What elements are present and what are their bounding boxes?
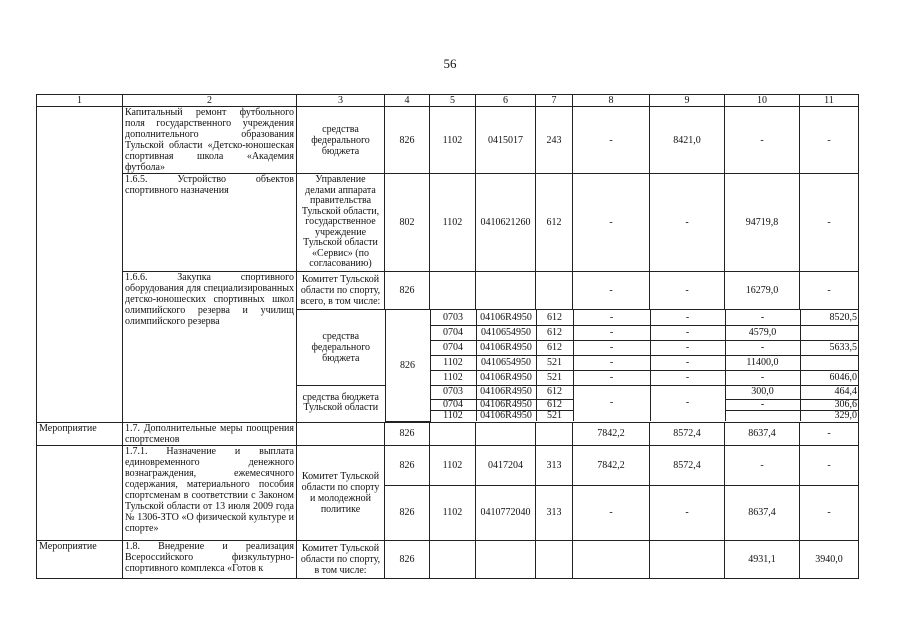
amount-y2: - <box>650 325 725 340</box>
expense-type <box>536 272 573 310</box>
amount-y4: - <box>800 272 859 310</box>
amount-y2: 8572,4 <box>650 422 725 445</box>
activity-type: Мероприятие <box>37 422 123 445</box>
activity-name: 1.7. Дополнительные меры поощрения спортсменов <box>123 422 297 445</box>
amount-y2: - <box>650 485 725 540</box>
table-row <box>297 310 859 325</box>
amount-y2: - <box>650 272 725 310</box>
executor: средства бюджета Тульской области <box>297 385 385 421</box>
header-row <box>37 95 859 107</box>
amount-y3: 94719,8 <box>725 174 800 272</box>
section-code: 1102 <box>430 355 476 370</box>
amount-y4: 8520,5 <box>800 310 859 325</box>
executor: Управление делами аппарата правительства Тульской области, государственное учреждение Тульской области «Сервис» (по согласованию) <box>297 174 385 272</box>
col-header: 3 <box>297 95 385 107</box>
target-code: 0417204 <box>476 445 536 485</box>
amount-y2: 8421,0 <box>650 107 725 174</box>
amount-y3: - <box>725 340 800 355</box>
amount-y4: 464,4 <box>800 385 859 399</box>
amount-y4: 5633,5 <box>800 340 859 355</box>
target-code: 0410654950 <box>476 325 536 340</box>
section-code: 1102 <box>430 107 476 174</box>
amount-y4: - <box>800 174 859 272</box>
section-code: 1102 <box>430 370 476 385</box>
section-code: 0703 <box>430 385 476 399</box>
target-code: 04106R4950 <box>476 399 536 410</box>
amount-y2: 8572,4 <box>650 445 725 485</box>
target-code: 04106R4950 <box>476 410 536 421</box>
table-row <box>37 174 859 272</box>
expense-type: 612 <box>536 385 573 399</box>
amount-y3: - <box>725 445 800 485</box>
amount-y3: 8637,4 <box>725 422 800 445</box>
expense-type: 612 <box>536 174 573 272</box>
funding-breakdown <box>297 310 859 423</box>
col-header: 9 <box>650 95 725 107</box>
amount-y3: - <box>725 399 800 410</box>
amount-y3: 300,0 <box>725 385 800 399</box>
activity-name: 1.8. Внедрение и реализация Всероссийского физкультурно-спортивного комплекса «Готов к <box>123 540 297 578</box>
col-header: 5 <box>430 95 476 107</box>
section-code: 1102 <box>430 445 476 485</box>
section-code <box>430 540 476 578</box>
amount-y2: - <box>650 340 725 355</box>
grbs-code: 826 <box>385 422 430 445</box>
amount-y1: - <box>573 107 650 174</box>
executor: средства федерального бюджета <box>297 310 385 385</box>
grbs-code: 826 <box>385 272 430 310</box>
amount-y1: - <box>573 310 650 325</box>
expense-type: 521 <box>536 370 573 385</box>
table-row <box>37 540 859 578</box>
activity-name: 1.6.5. Устройство объектов спортивного назначения <box>123 174 297 272</box>
target-code: 04106R4950 <box>476 340 536 355</box>
expense-type: 612 <box>536 310 573 325</box>
amount-y4: 6046,0 <box>800 370 859 385</box>
grbs-code: 802 <box>385 174 430 272</box>
section-code <box>430 422 476 445</box>
amount-y1: - <box>573 325 650 340</box>
executor: средства федерального бюджета <box>297 107 385 174</box>
amount-y1: 7842,2 <box>573 422 650 445</box>
expense-type: 313 <box>536 445 573 485</box>
amount-y1 <box>573 540 650 578</box>
amount-y4: 3940,0 <box>800 540 859 578</box>
amount-y4 <box>800 355 859 370</box>
target-code <box>476 422 536 445</box>
table-row <box>37 107 859 174</box>
target-code: 04106R4950 <box>476 370 536 385</box>
expense-type: 521 <box>536 410 573 421</box>
target-code <box>476 272 536 310</box>
target-code: 0410654950 <box>476 355 536 370</box>
executor <box>297 422 385 445</box>
col-header: 8 <box>573 95 650 107</box>
funding-subtable <box>297 310 859 422</box>
amount-y1: - <box>573 385 650 421</box>
amount-y3 <box>725 410 800 421</box>
amount-y1: - <box>573 272 650 310</box>
col-header: 10 <box>725 95 800 107</box>
amount-y3: - <box>725 310 800 325</box>
amount-y4: 306,6 <box>800 399 859 410</box>
amount-y2: - <box>650 370 725 385</box>
budget-table <box>36 94 859 579</box>
activity-name: 1.7.1. Назначение и выплата единовременного денежного вознаграждения, ежемесячного содержания, материального пособия спортсменам в соответствии с Законом Тульской области от 13 июля 2009 года № 1306-ЗТО «О физической культуре и спорте» <box>123 445 297 540</box>
target-code: 0410621260 <box>476 174 536 272</box>
section-code: 1102 <box>430 174 476 272</box>
amount-y2: - <box>650 310 725 325</box>
grbs-code: 826 <box>385 540 430 578</box>
amount-y1: - <box>573 340 650 355</box>
expense-type: 612 <box>536 399 573 410</box>
amount-y4: - <box>800 107 859 174</box>
amount-y2: - <box>650 355 725 370</box>
expense-type: 521 <box>536 355 573 370</box>
expense-type <box>536 422 573 445</box>
amount-y1: - <box>573 355 650 370</box>
amount-y3: 4931,1 <box>725 540 800 578</box>
amount-y1: - <box>573 485 650 540</box>
section-code: 1102 <box>430 410 476 421</box>
amount-y3: 4579,0 <box>725 325 800 340</box>
col-header: 11 <box>800 95 859 107</box>
amount-y2: - <box>650 385 725 421</box>
amount-y3: - <box>725 107 800 174</box>
grbs-code: 826 <box>385 445 430 485</box>
section-code <box>430 272 476 310</box>
executor: Комитет Тульской области по спорту, всего, в том числе: <box>297 272 385 310</box>
section-code: 1102 <box>430 485 476 540</box>
amount-y3: 11400,0 <box>725 355 800 370</box>
grbs-code: 826 <box>385 485 430 540</box>
expense-type <box>536 540 573 578</box>
section-code: 0704 <box>430 340 476 355</box>
activity-type-cell <box>37 445 123 540</box>
target-code: 04106R4950 <box>476 385 536 399</box>
col-header: 2 <box>123 95 297 107</box>
target-code: 04106R4950 <box>476 310 536 325</box>
expense-type: 612 <box>536 340 573 355</box>
table-row <box>297 385 859 399</box>
amount-y2: - <box>650 174 725 272</box>
grbs-code: 826 <box>385 107 430 174</box>
amount-y3: - <box>725 370 800 385</box>
executor: Комитет Тульской области по спорту и молодежной политике <box>297 445 385 540</box>
col-header: 4 <box>385 95 430 107</box>
activity-type-cell <box>37 107 123 423</box>
amount-y4: - <box>800 485 859 540</box>
col-header: 7 <box>536 95 573 107</box>
table-row <box>37 422 859 445</box>
amount-y1: - <box>573 174 650 272</box>
target-code: 0410772040 <box>476 485 536 540</box>
page-number: 56 <box>443 56 457 71</box>
section-code: 0704 <box>430 325 476 340</box>
section-code: 0704 <box>430 399 476 410</box>
activity-name: Капитальный ремонт футбольного поля государственного учреждения дополнительного образования Тульской области «Детско-юношеская спортивная школа «Академия футбола» <box>123 107 297 174</box>
amount-y3: 8637,4 <box>725 485 800 540</box>
activity-name: 1.6.6. Закупка спортивного оборудования для специализированных детско-юношеских спортивных школ олимпийского резерва и училищ олимпийского резерва <box>123 272 297 423</box>
expense-type: 612 <box>536 325 573 340</box>
activity-type: Мероприятие <box>37 540 123 578</box>
grbs-code: 826 <box>385 310 430 421</box>
amount-y1: - <box>573 370 650 385</box>
target-code: 0415017 <box>476 107 536 174</box>
table-row <box>37 445 859 485</box>
col-header: 6 <box>476 95 536 107</box>
table-row <box>37 272 859 310</box>
expense-type: 243 <box>536 107 573 174</box>
target-code <box>476 540 536 578</box>
amount-y2 <box>650 540 725 578</box>
executor: Комитет Тульской области по спорту, в том числе: <box>297 540 385 578</box>
amount-y1: 7842,2 <box>573 445 650 485</box>
col-header: 1 <box>37 95 123 107</box>
expense-type: 313 <box>536 485 573 540</box>
amount-y3: 16279,0 <box>725 272 800 310</box>
amount-y4 <box>800 325 859 340</box>
amount-y4: - <box>800 422 859 445</box>
amount-y4: - <box>800 445 859 485</box>
amount-y4: 329,0 <box>800 410 859 421</box>
section-code: 0703 <box>430 310 476 325</box>
